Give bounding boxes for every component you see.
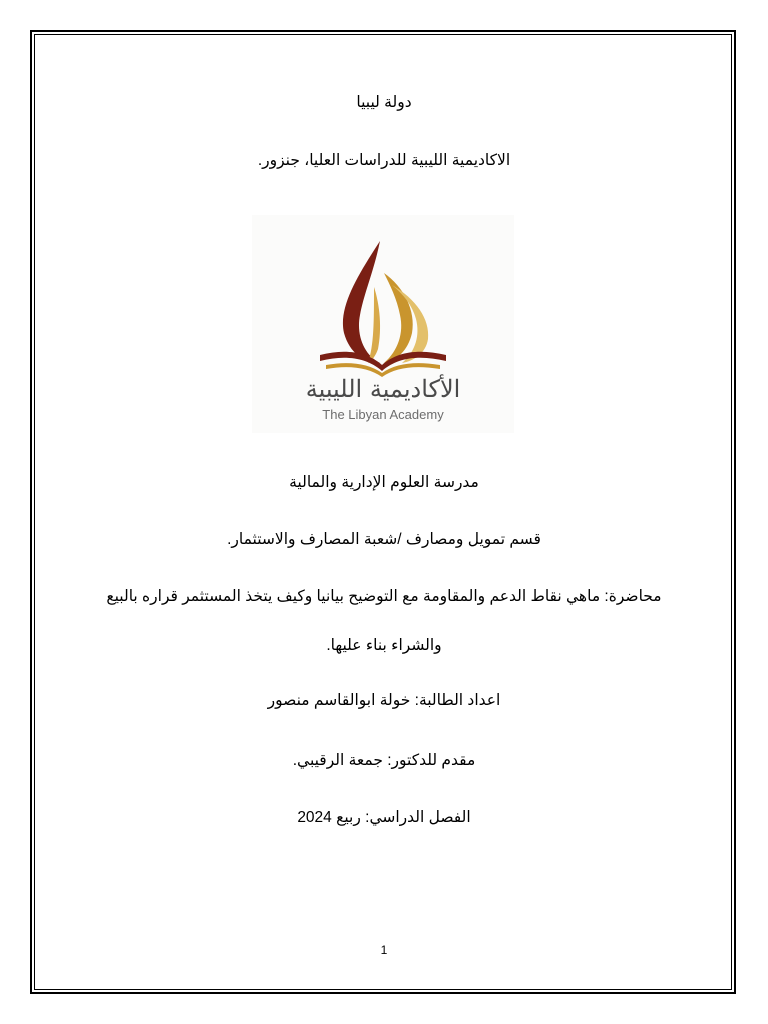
student-name: اعداد الطالبة: خولة ابوالقاسم منصور bbox=[267, 692, 501, 709]
department-name: قسم تمويل ومصارف /شعبة المصارف والاستثمار. bbox=[227, 531, 541, 548]
logo-english-text: The Libyan Academy bbox=[322, 407, 444, 422]
page-number: 1 bbox=[380, 943, 388, 957]
school-name: مدرسة العلوم الإدارية والمالية bbox=[289, 474, 479, 491]
supervisor-name: مقدم للدكتور: جمعة الرقيبي. bbox=[292, 752, 476, 769]
lecture-title-line-1: محاضرة: ماهي نقاط الدعم والمقاومة مع التوضيح بيانيا وكيف يتخذ المستثمر قراره بالبيع bbox=[106, 588, 662, 605]
page-border-inner bbox=[34, 34, 732, 990]
country-heading: دولة ليبيا bbox=[356, 94, 412, 111]
academy-logo bbox=[252, 215, 514, 433]
flame-book-logo-icon bbox=[252, 215, 514, 433]
logo-arabic-text: الأكاديمية الليبية bbox=[305, 375, 461, 403]
lecture-title-line-2: والشراء بناء عليها. bbox=[326, 637, 442, 654]
institution-heading: الاكاديمية الليبية للدراسات العليا، جنزور. bbox=[257, 152, 511, 169]
semester: الفصل الدراسي: ربيع 2024 bbox=[297, 809, 471, 826]
